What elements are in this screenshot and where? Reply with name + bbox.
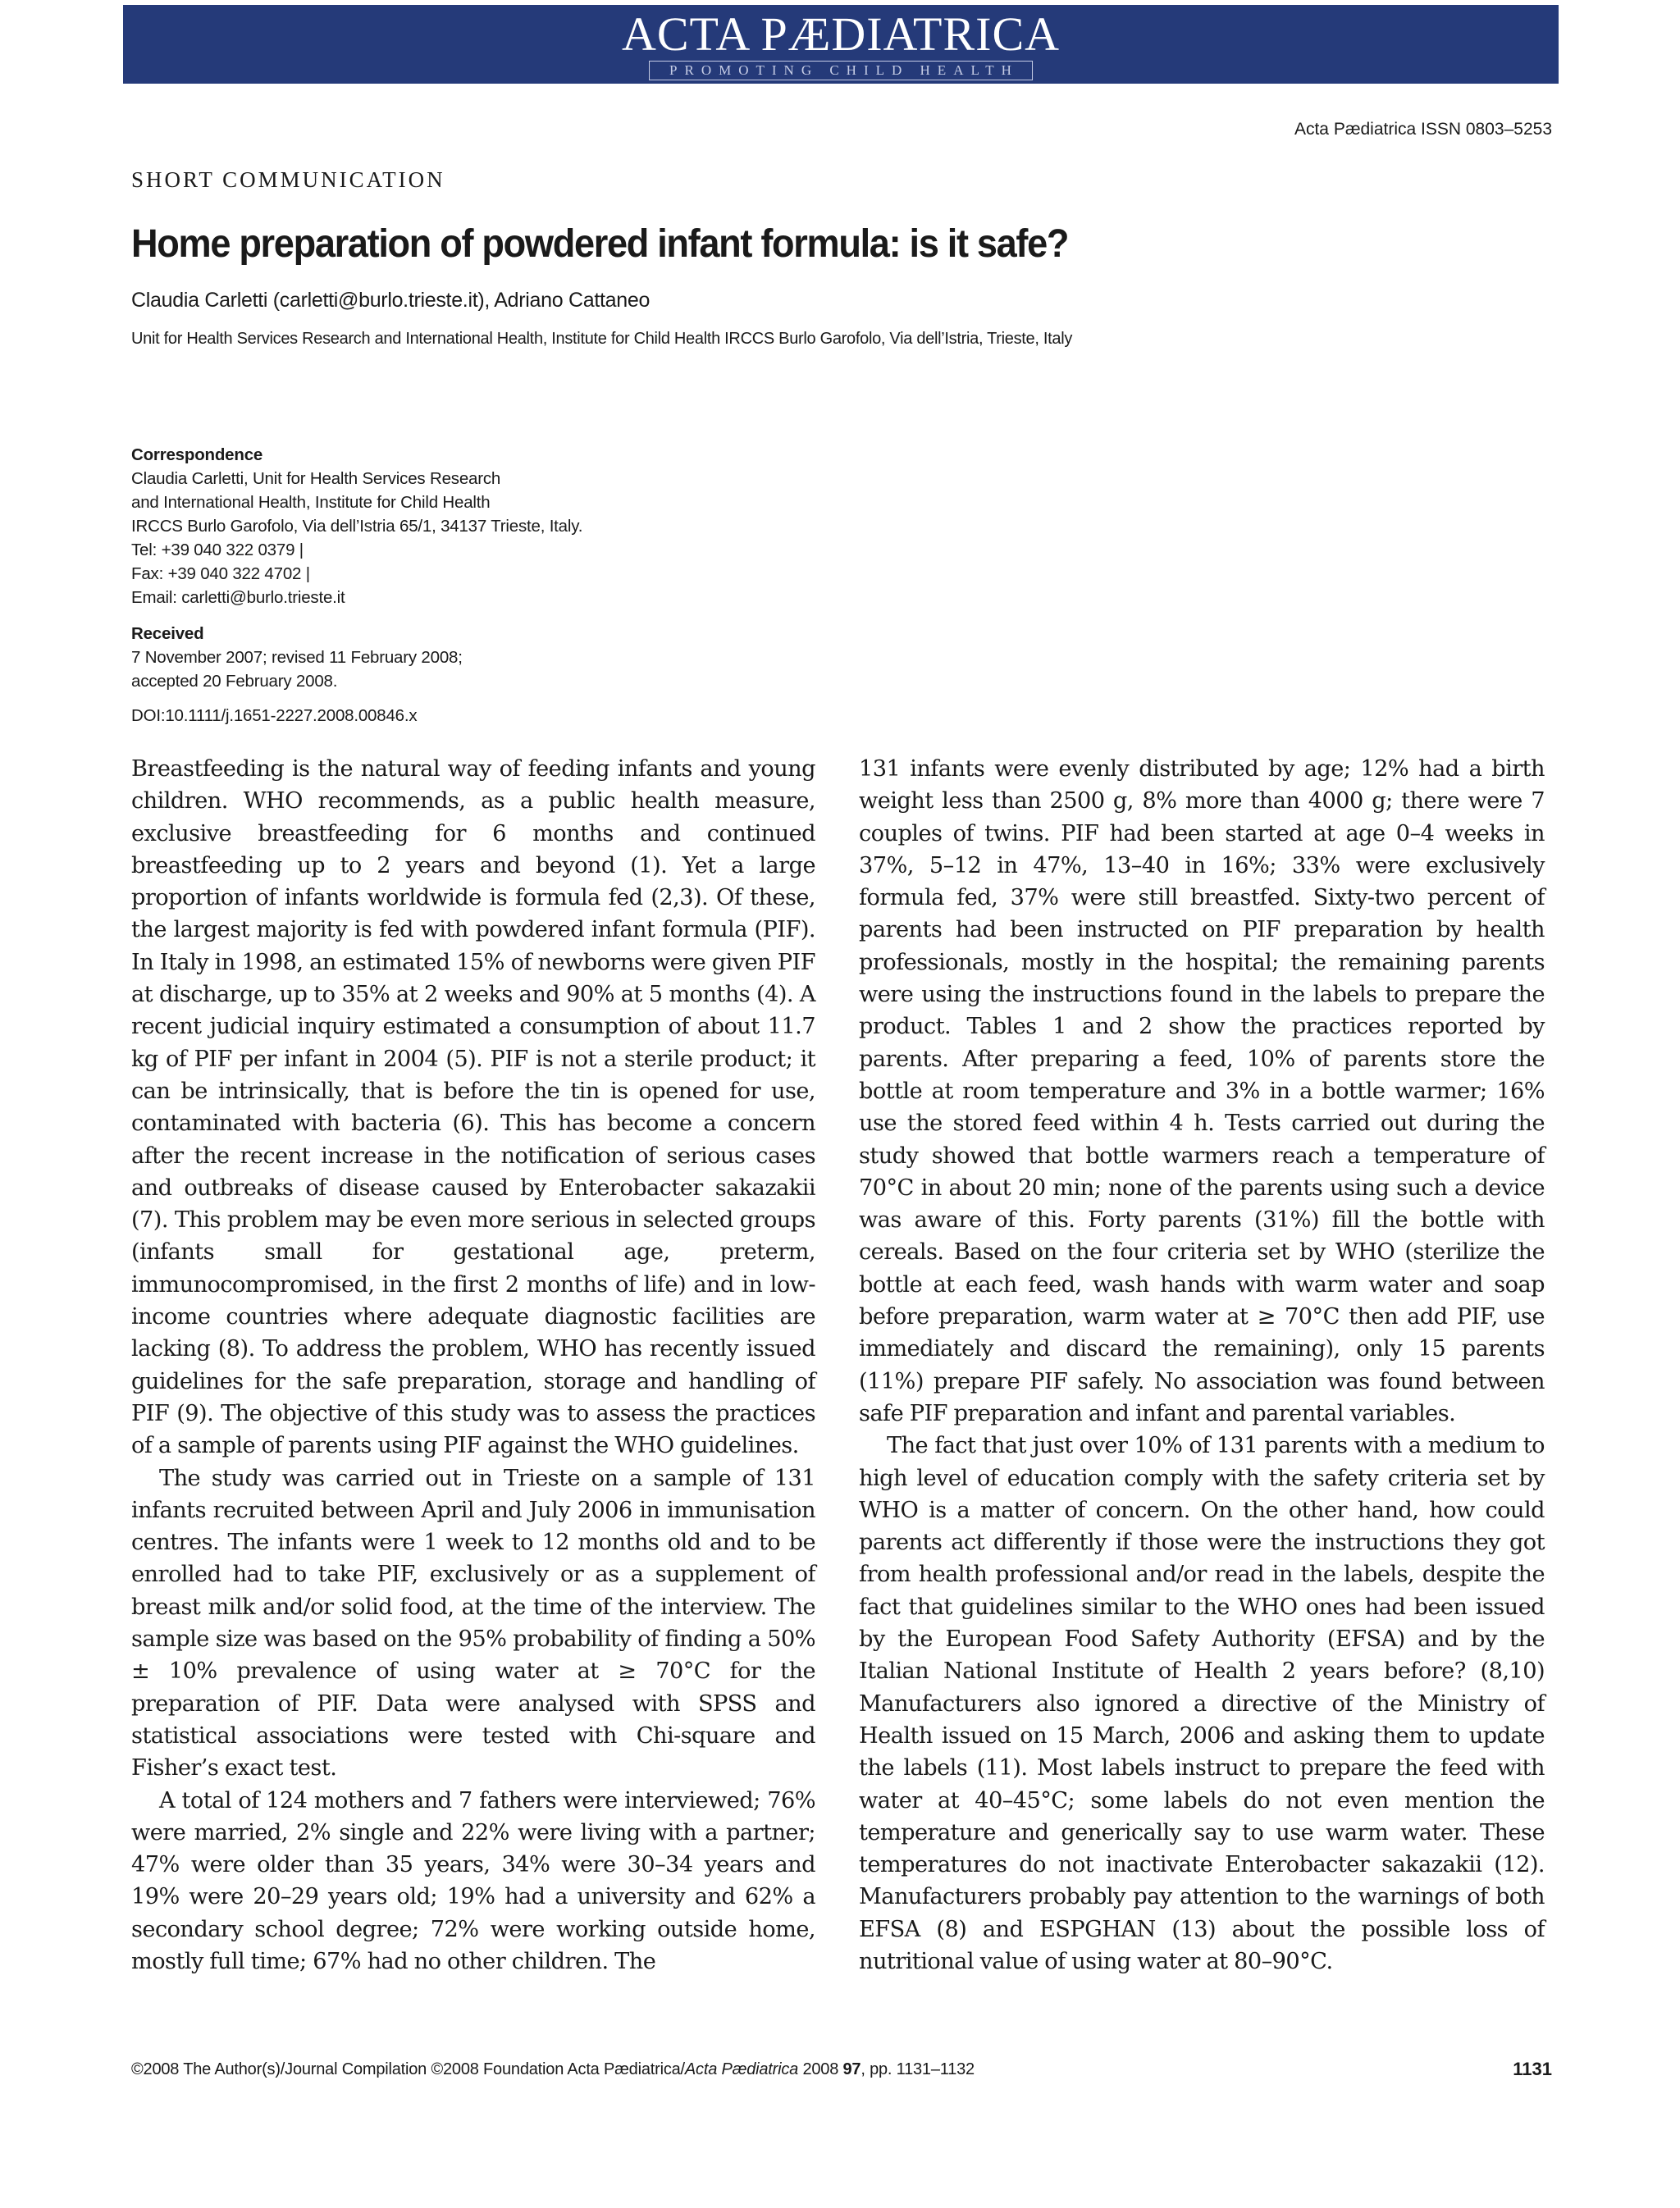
body-paragraph: The fact that just over 10% of 131 parents with a medium to high level of education comply with the safety criteria set by WHO is a matter of concern. On the other hand, how could parents act differently if those were the instructions they got from health professional and/or read in the labels, despite the fact that guidelines similar to the WHO ones had been issued by the European Food Safety Authority (EFSA) and by the Italian National Institute of Health 2 years before? (8,10) Manufacturers also ignored a directive of the Ministry of Health issued on 15 March, 2006 and asking them to update the labels (11). Most labels instruct to prepare the feed with water at 40–45°C; some labels do not even mention the temperature and generically say to use warm water. These temperatures do not inactivate Enterobacter sakazakii (12). Manufacturers probably pay attention to the warnings of both EFSA (8) and ESPGHAN (13) about the possible loss of nutritional value of using water at 80–90°C. [859, 1433, 1545, 1974]
body-column-right [859, 753, 1545, 1978]
correspondence-line: Tel: +39 040 322 0379 | [131, 541, 304, 559]
body-paragraph: Breastfeeding is the natural way of feeding infants and young children. WHO recommends, as a public health measure, exclusive breastfeeding for 6 months and continued breastfeeding up to 2 years and beyond (1). Yet a large proportion of infants worldwide is formula fed (2,3). Of these, the largest majority is fed with powdered infant formula (PIF). In Italy in 1998, an estimated 15% of newborns were given PIF at discharge, up to 35% at 2 weeks and 90% at 5 months (4). A recent judicial inquiry estimated a consumption of about 11.7 kg of PIF per infant in 2004 (5). PIF is not a sterile product; it can be intrinsically, that is before the tin is opened for use, contaminated with bacteria (6). This has become a concern after the recent increase in the notification of serious cases and outbreaks of disease caused by Enterobacter sakazakii (7). This problem may be even more serious in selected groups (infants small for gestational age, preterm, immunocompromised, in the first 2 months of life) and in low-income countries where adequate diagnostic facilities are lacking (8). To address the problem, WHO has recently issued guidelines for the safe preparation, storage and handling of PIF (9). The objective of this study was to assess the practices of a sample of parents using PIF against the WHO guidelines. [131, 756, 815, 1459]
article-authors: Claudia Carletti (carletti@burlo.trieste.it), Adriano Cattaneo [131, 289, 651, 312]
issn-label: Acta Pædiatrica ISSN 0803–5253 [1294, 120, 1552, 139]
correspondence-line: Claudia Carletti, Unit for Health Services Research [131, 469, 501, 488]
journal-title: ACTA PÆDIATRICA [621, 7, 1061, 61]
correspondence-line: and International Health, Institute for Child Health [131, 493, 491, 512]
footer-volume: 97 [842, 2060, 861, 2078]
page-number: 1131 [1513, 2059, 1552, 2079]
footer-journal-name: Acta Pædiatrica [684, 2060, 799, 2078]
correspondence-line: Fax: +39 040 322 4702 | [131, 564, 310, 583]
received-heading: Received [131, 624, 204, 643]
doi-link[interactable]: DOI:10.1111/j.1651-2227.2008.00846.x [131, 706, 418, 725]
footer-pages: , pp. 1131–1132 [861, 2060, 975, 2078]
footer-copyright-text: ©2008 The Author(s)/Journal Compilation ©2008 Foundation Acta Pædiatrica/ [131, 2060, 685, 2078]
received-line: 7 November 2007; revised 11 February 2008; [131, 648, 463, 667]
body-column-left [131, 753, 815, 1978]
correspondence-email: Email: carletti@burlo.trieste.it [131, 588, 345, 607]
body-paragraph: The study was carried out in Trieste on a sample of 131 infants recruited between April and July 2006 in immunisation centres. The infants were 1 week to 12 months old and to be enrolled had to take PIF, exclusively or as a supplement of breast milk and/or solid food, at the time of the interview. The sample size was based on the 95% probability of finding a 50% ± 10% prevalence of using water at ≥ 70°C for the preparation of PIF. Data were analysed with SPSS and statistical associations were tested with Chi-square and Fisher’s exact test. [131, 1465, 815, 1781]
journal-banner [123, 5, 1559, 84]
correspondence-block [131, 443, 705, 728]
journal-tagline: PROMOTING CHILD HEALTH [649, 61, 1033, 80]
footer-copyright [131, 2060, 975, 2079]
article-affiliation: Unit for Health Services Research and International Health, Institute for Child Health IRCCS Burlo Garofolo, Via dell’Istria, Trieste, Italy [131, 330, 1073, 348]
received-line: accepted 20 February 2008. [131, 672, 338, 691]
footer-year: 2008 [798, 2060, 843, 2078]
correspondence-heading: Correspondence [131, 445, 263, 464]
correspondence-line: IRCCS Burlo Garofolo, Via dell’Istria 65/1, 34137 Trieste, Italy. [131, 517, 583, 536]
article-title: Home preparation of powdered infant formula: is it safe? [131, 222, 1069, 266]
section-label: SHORT COMMUNICATION [131, 167, 445, 192]
body-paragraph: A total of 124 mothers and 7 fathers were interviewed; 76% were married, 2% single and 22% were living with a partner; 47% were older than 35 years, 34% were 30–34 years and 19% were 20–29 years old; 19% had a university and 62% a secondary school degree; 72% were working outside home, mostly full time; 67% had no other children. The [131, 1787, 815, 1974]
body-paragraph: 131 infants were evenly distributed by age; 12% had a birth weight less than 2500 g, 8% more than 4000 g; there were 7 couples of twins. PIF had been started at age 0–4 weeks in 37%, 5–12 in 47%, 13–40 in 16%; 33% were exclusively formula fed, 37% were still breastfed. Sixty-two percent of parents had been instructed on PIF preparation by health professionals, mostly in the hospital; the remaining parents were using the instructions found in the labels to prepare the product. Tables 1 and 2 show the practices reported by parents. After preparing a feed, 10% of parents store the bottle at room temperature and 3% in a bottle warmer; 16% use the stored feed within 4 h. Tests carried out during the study showed that bottle warmers reach a temperature of 70°C in about 20 min; none of the parents using such a device was aware of this. Forty parents (31%) fill the bottle with cereals. Based on the four criteria set by WHO (sterilize the bottle at each feed, wash hands with warm water and soap before preparation, warm water at ≥ 70°C then add PIF, use immediately and discard the remaining), only 15 parents (11%) prepare PIF safely. No association was found between safe PIF preparation and infant and parental variables. [859, 756, 1545, 1426]
